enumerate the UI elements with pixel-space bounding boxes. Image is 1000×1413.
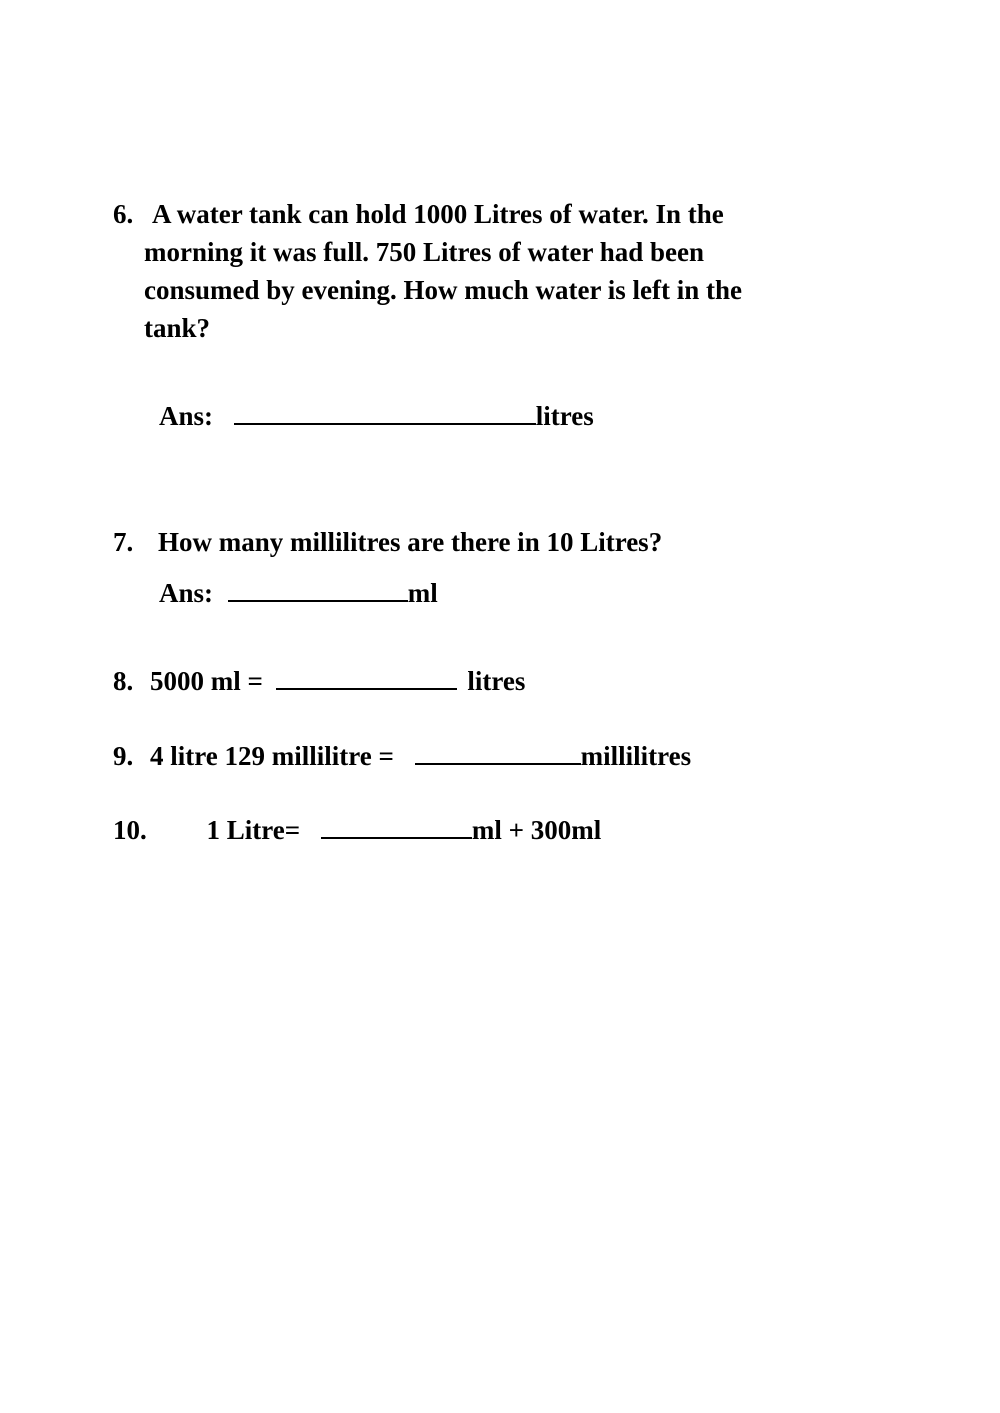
q10-number: 10. — [113, 815, 147, 845]
q6-text-line-2: morning it was full. 750 Litres of water had been — [144, 237, 704, 267]
q8-text: 5000 ml = — [150, 666, 263, 696]
q6-text-line-3: consumed by evening. How much water is left in the — [144, 275, 742, 305]
q7-text: How many millilitres are there in 10 Litres? — [158, 527, 663, 557]
q8-number: 8. — [113, 666, 134, 696]
q7-line — [113, 529, 662, 556]
q7-answer-blank[interactable] — [228, 580, 408, 602]
q6-answer-label: Ans: — [159, 401, 214, 431]
q9-answer-unit: millilitres — [580, 741, 692, 771]
q6-text-line-1: A water tank can hold 1000 Litres of water. In the — [152, 199, 724, 229]
q10-answer-blank[interactable] — [321, 817, 472, 839]
q9-text: 4 litre 129 millilitre = — [150, 741, 394, 771]
q9-line — [113, 743, 691, 770]
q10-answer-unit: ml + 300ml — [471, 815, 602, 845]
q10-text: 1 Litre= — [206, 815, 301, 845]
q6-answer-unit: litres — [535, 401, 594, 431]
q8-answer-unit: litres — [467, 666, 526, 696]
q9-number: 9. — [113, 741, 134, 771]
q6-number: 6. — [113, 199, 134, 229]
q10-line — [113, 817, 601, 844]
q7-answer-row — [159, 580, 438, 607]
q9-answer-blank[interactable] — [415, 743, 581, 765]
q7-answer-unit: ml — [407, 578, 438, 608]
q8-answer-blank[interactable] — [276, 668, 457, 690]
q8-line — [113, 668, 525, 695]
q7-number: 7. — [113, 527, 134, 557]
q6-text-line-4: tank? — [144, 313, 211, 343]
q6-answer-row — [159, 403, 594, 430]
q6-answer-blank[interactable] — [234, 403, 536, 425]
q7-answer-label: Ans: — [159, 578, 214, 608]
q6-line-1 — [113, 201, 724, 228]
